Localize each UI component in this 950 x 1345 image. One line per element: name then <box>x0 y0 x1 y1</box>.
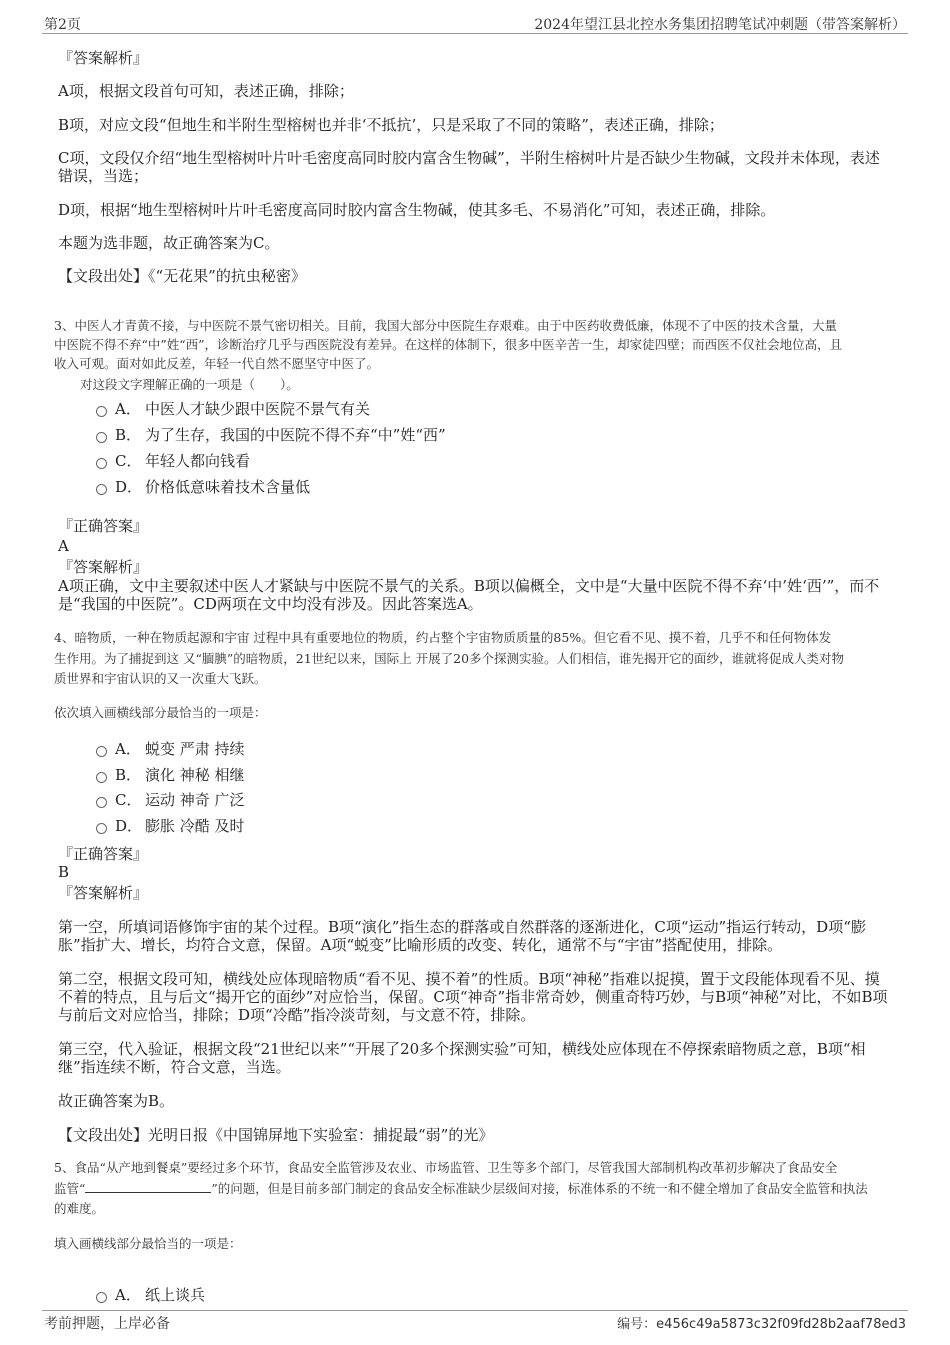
analysis-text: A项正确，文中主要叙述中医人才紧缺与中医院不景气的关系。B项以偏概全，文中是“大量中医院不得不弃‘中’姓‘西’”，而不 <box>58 577 880 595</box>
analysis-label: 『答案解析』 <box>58 558 149 576</box>
option-b[interactable]: B． 演化 神秘 相继 <box>96 764 245 784</box>
question-stem: 生作用。为了捕捉到这 又“腼腆”的暗物质，21世纪以来，国际上 开展了20多个探测实验。人们相信，谁先揭开它的面纱，谁就将促成人类对物 <box>54 651 845 666</box>
radio-icon[interactable] <box>96 484 107 495</box>
question-stem: 4、暗物质，一种在物质起源和宇宙 过程中具有重要地位的物质，约占整个宇宙物质质量的85%。但它看不见、摸不着，几乎不和任何物体发 <box>54 630 832 645</box>
radio-icon[interactable] <box>96 772 107 783</box>
question-prompt: 对这段文字理解正确的一项是（ ）。 <box>80 377 299 392</box>
question-stem: 质世界和宇宙认识的又一次重大飞跃。 <box>54 671 267 686</box>
radio-icon[interactable] <box>96 823 107 834</box>
radio-icon[interactable] <box>96 797 107 808</box>
analysis-text: D项，根据“地生型榕树叶片叶毛密度高同时胶内富含生物碱，使其多毛、不易消化”可知，表述正确，排除。 <box>58 201 776 219</box>
question-stem: 监管“ ”的问题，但是目前多部门制定的食品安全标准缺少层级间对接，标准体系的不统一和不健全增加了食品安全监管和执法 <box>54 1181 868 1196</box>
analysis-text: 第二空，根据文段可知，横线处应体现暗物质“看不见、摸不着”的性质。B项“神秘”指难以捉摸，置于文段能体现看不见、摸 <box>58 970 880 988</box>
question-stem: 的难度。 <box>54 1201 105 1216</box>
analysis-conclusion: 故正确答案为B。 <box>58 1092 175 1110</box>
fill-blank <box>85 1180 211 1193</box>
question-prompt: 依次填入画横线部分最恰当的一项是： <box>54 705 267 720</box>
radio-icon[interactable] <box>96 406 107 417</box>
analysis-text: 继”指连续不断，符合文意，当选。 <box>58 1058 291 1076</box>
option-c[interactable]: C． 运动 神奇 广泛 <box>96 789 245 809</box>
passage-source: 【文段出处】光明日报《中国锦屏地下实验室：捕捉最“弱”的光》 <box>58 1126 494 1144</box>
analysis-text: B项，对应文段“但地生和半附生型榕树也并非‘不抵抗’，只是采取了不同的策略”，表述正确，排除； <box>58 116 724 134</box>
question-stem: 收入可观。面对如此反差，年轻一代自然不愿坚守中医了。 <box>54 356 380 371</box>
header-divider <box>42 33 908 34</box>
footer-divider <box>42 1310 908 1311</box>
analysis-label: 『答案解析』 <box>58 884 149 902</box>
analysis-text: 是“我国的中医院”。CD两项在文中均没有涉及。因此答案选A。 <box>58 595 483 613</box>
analysis-text: 第三空，代入验证，根据文段“21世纪以来”“开展了20多个探测实验”可知，横线处应体现在不停探索暗物质之意，B项“相 <box>58 1040 866 1058</box>
page-number: 第2页 <box>44 17 81 33</box>
analysis-text: 第一空，所填词语修饰宇宙的某个过程。B项“演化”指生态的群落或自然群落的逐渐进化，C项“运动”指运行转动，D项“膨 <box>58 918 866 936</box>
option-a[interactable]: A． 中医人才缺少跟中医院不景气有关 <box>96 398 370 418</box>
answer-label: 『正确答案』 <box>58 517 149 535</box>
analysis-conclusion: 本题为选非题，故正确答案为C。 <box>58 234 280 252</box>
option-c[interactable]: C． 年轻人都向钱看 <box>96 450 250 470</box>
option-a[interactable]: A． 蜕变 严肃 持续 <box>96 738 245 758</box>
option-b[interactable]: B． 为了生存，我国的中医院不得不弃“中”姓“西” <box>96 424 446 444</box>
answer-label: 『正确答案』 <box>58 845 149 863</box>
option-d[interactable]: D． 价格低意味着技术含量低 <box>96 476 310 496</box>
document-id: 编号：e456c49a5873c32f09fd28b2aaf78ed3 <box>617 1317 906 1332</box>
radio-icon[interactable] <box>96 746 107 757</box>
footer-slogan: 考前押题，上岸必备 <box>44 1316 170 1332</box>
radio-icon[interactable] <box>96 458 107 469</box>
analysis-text: A项，根据文段首句可知，表述正确，排除； <box>58 82 354 100</box>
passage-source: 【文段出处】《“无花果”的抗虫秘密》 <box>58 267 306 285</box>
question-stem: 中医院不得不弃“中”姓“西”，诊断治疗几乎与西医院没有差异。在这样的体制下，很多中医辛苦一生，却家徒四壁；而西医不仅社会地位高，且 <box>54 337 843 352</box>
answer-value: B <box>58 863 70 881</box>
analysis-text: 胀”指扩大、增长，均符合文意，保留。A项“蜕变”比喻形质的改变、转化，通常不与“宇宙”搭配使用，排除。 <box>58 936 783 954</box>
answer-value: A <box>58 537 69 555</box>
analysis-text: 错误，当选； <box>58 167 149 185</box>
question-prompt: 填入画横线部分最恰当的一项是： <box>54 1236 242 1251</box>
question-stem: 3、中医人才青黄不接，与中医院不景气密切相关。目前，我国大部分中医院生存艰难。由于中医药收费低廉，体现不了中医的技术含量，大量 <box>54 318 837 333</box>
document-title: 2024年望江县北控水务集团招聘笔试冲刺题（带答案解析） <box>534 17 906 33</box>
analysis-label: 『答案解析』 <box>58 49 149 67</box>
analysis-text: 不着的特点，且与后文“揭开它的面纱”对应恰当，保留。C项“神奇”指非常奇妙，侧重奇特巧妙，与B项“神秘”对比，不如B项 <box>58 988 888 1006</box>
option-a[interactable]: A． 纸上谈兵 <box>96 1284 205 1304</box>
radio-icon[interactable] <box>96 432 107 443</box>
radio-icon[interactable] <box>96 1292 107 1303</box>
analysis-text: 与前后文对应恰当，排除；D项“冷酷”指冷淡苛刻，与文意不符，排除。 <box>58 1006 536 1024</box>
question-stem: 5、食品“从产地到餐桌”要经过多个环节，食品安全监管涉及农业、市场监管、卫生等多个部门，尽管我国大部制机构改革初步解决了食品安全 <box>54 1160 838 1175</box>
option-d[interactable]: D． 膨胀 冷酷 及时 <box>96 815 245 835</box>
analysis-text: C项，文段仅介绍“地生型榕树叶片叶毛密度高同时胶内富含生物碱”，半附生榕树叶片是否缺少生物碱，文段并未体现，表述 <box>58 149 880 167</box>
